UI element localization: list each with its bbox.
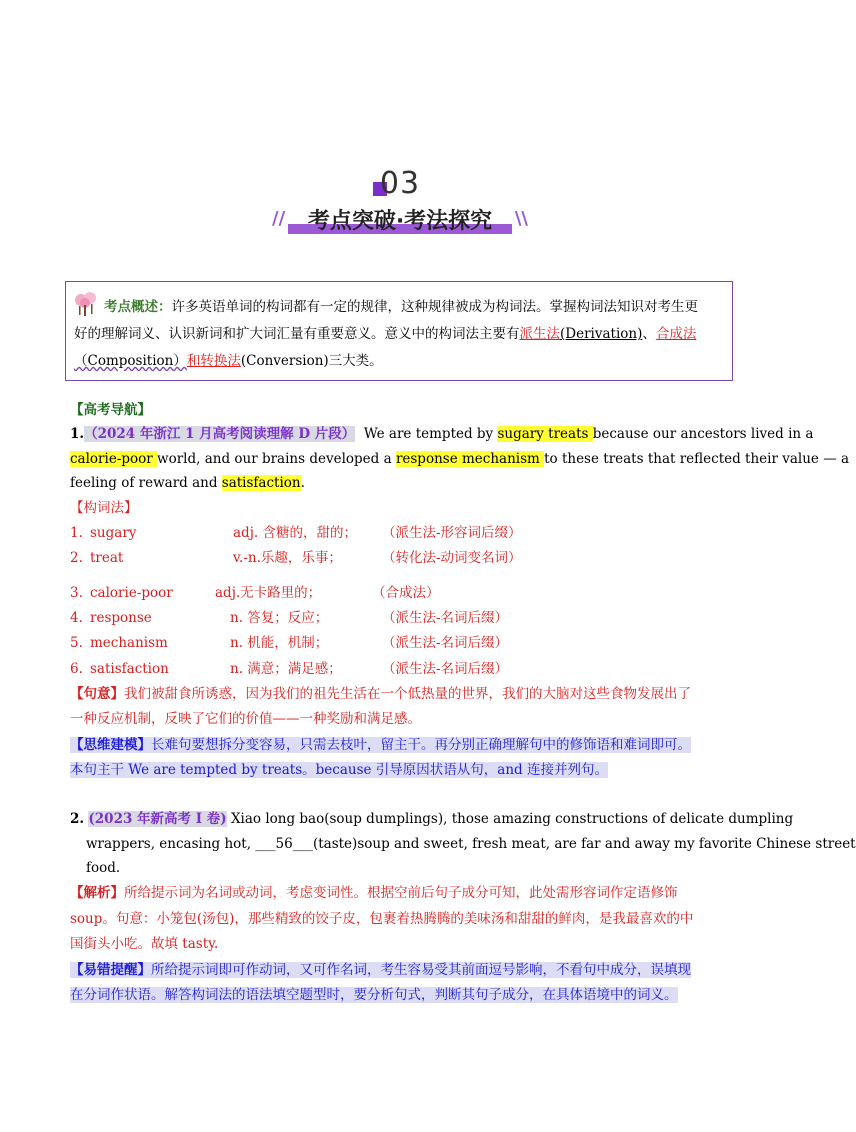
word-number: 4.	[70, 610, 83, 626]
overview-label: 考点概述：	[104, 299, 172, 315]
q1-highlight-sugary-treats: sugary treats	[497, 426, 593, 442]
section-title-banner	[270, 204, 530, 236]
word-term: calorie-poor	[90, 585, 173, 601]
q1-number: 1.	[70, 426, 85, 442]
model-label: 【思维建模】	[70, 737, 151, 753]
word-definition: v.-n.乐趣，乐事；	[233, 550, 342, 566]
word-number: 3.	[70, 585, 83, 601]
word-number: 1.	[70, 525, 83, 541]
q1-line-3	[70, 473, 305, 493]
analysis-text-1: 所给提示词为名词或动词，考虑变词性。根据空前后句子成分可知，此处需形容词作定语修饰	[124, 885, 678, 901]
word-number: 2.	[70, 550, 83, 566]
analysis-line-3: 国街头小吃。故填 tasty.	[70, 936, 219, 952]
meaning-text-1: 我们被甜食所诱惑，因为我们的祖先生活在一个低热量的世界，我们的大脑对这些食物发展出了	[124, 686, 691, 702]
overview-text	[74, 294, 722, 375]
word-type: （合成法）	[372, 585, 440, 601]
q1-line-1	[70, 424, 813, 444]
word-term: satisfaction	[90, 661, 169, 677]
section-title: 考点突破·考法探究	[307, 209, 493, 234]
word-list	[70, 523, 750, 693]
word-formation-heading: 【构词法】	[70, 500, 138, 516]
q2-line-3: food.	[86, 860, 121, 876]
compound-term: 合成法	[655, 326, 697, 342]
overview-text-1: 许多英语单词的构词都有一定的规律，这种规律被成为构词法。掌握构词法知识对考生更	[171, 299, 698, 315]
q1-highlight-response-mechanism: response mechanism	[395, 451, 545, 467]
nav-heading: 【高考导航】	[70, 402, 151, 418]
q1-text-3: world, and our brains developed a	[157, 451, 396, 467]
section-number: 03	[379, 166, 421, 201]
q2-source: (2023 年新高考 I 卷)	[88, 811, 227, 827]
word-term: response	[90, 610, 152, 626]
meaning-line-2: 一种反应机制，反映了它们的价值——一种奖励和满足感。	[70, 711, 421, 727]
word-definition: n. 答复；反应；	[230, 610, 329, 626]
tip-label: 【易错提醒】	[70, 962, 151, 978]
model-text-2: 本句主干 We are tempted by treats。because 引导原因状语从句，and 连接并列句。	[70, 762, 608, 778]
q1-source: （2024 年浙江 1 月高考阅读理解 D 片段）	[84, 426, 356, 442]
q2-line-1	[70, 809, 793, 829]
word-type: （派生法-名词后缀）	[382, 635, 509, 651]
title-slash-left: //	[272, 208, 286, 229]
overview-separator: 、	[642, 326, 656, 342]
word-type: （转化法-动词变名词）	[382, 550, 522, 566]
analysis-line-1	[70, 883, 678, 903]
meaning-line-1	[70, 684, 691, 704]
tip-text-2: 在分词作状语。解答构词法的语法填空题型时，要分析句式，判断其句子成分，在具体语境中的词义。	[70, 987, 678, 1003]
model-text-1: 长难句要想拆分变容易，只需去枝叶，留主干。再分别正确理解句中的修饰语和难词即可。	[151, 737, 691, 753]
compound-en: （Composition）	[74, 353, 187, 369]
tip-text-1: 所给提示词即可作动词，又可作名词，考生容易受其前面逗号影响，不看句中成分，误填现	[151, 962, 691, 978]
word-number: 5.	[70, 635, 83, 651]
q1-highlight-calorie-poor: calorie-poor	[70, 451, 158, 467]
meaning-label: 【句意】	[70, 686, 124, 702]
word-term: sugary	[90, 525, 137, 541]
word-type: （派生法-形容词后缀）	[382, 525, 522, 541]
derivation-en: (Derivation)	[560, 326, 643, 342]
tip-line-1	[70, 960, 691, 980]
analysis-label: 【解析】	[70, 885, 124, 901]
overview-tail: 三大类。	[328, 353, 383, 369]
q2-number: 2.	[70, 811, 85, 827]
model-line-1	[70, 735, 691, 755]
word-term: treat	[90, 550, 124, 566]
word-type: （派生法-名词后缀）	[382, 661, 509, 677]
q2-text-1: Xiao long bao(soup dumplings), those amazing constructions of delicate dumpling	[226, 811, 794, 827]
overview-text-2: 好的理解词义、认识新词和扩大词汇量有重要意义。意义中的构词法主要有	[74, 326, 520, 342]
q2-line-2: wrappers, encasing hot, ___56___(taste)soup and sweet, fresh meat, are far and away my favorite Chinese street	[86, 836, 856, 852]
q1-highlight-satisfaction: satisfaction	[221, 475, 301, 491]
title-slash-right: \\	[514, 208, 528, 229]
q1-text-4: to these treats that reflected their value — a	[544, 451, 850, 467]
word-definition: n. 满意；满足感；	[230, 661, 342, 677]
tip-line-2	[70, 985, 678, 1005]
word-definition: adj. 含糖的，甜的；	[233, 525, 357, 541]
overview-box	[65, 281, 733, 381]
model-line-2	[70, 760, 608, 780]
q1-text-5: feeling of reward and	[70, 475, 222, 491]
q1-text-6: .	[300, 475, 305, 491]
q1-line-2	[70, 449, 849, 469]
q1-text-2: because our ancestors lived in a	[592, 426, 814, 442]
word-definition: adj.无卡路里的；	[215, 585, 322, 601]
conversion-term: 转换法	[200, 353, 241, 369]
word-definition: n. 机能，机制；	[230, 635, 329, 651]
derivation-term: 派生法	[519, 326, 560, 342]
word-number: 6.	[70, 661, 83, 677]
conversion-en: (Conversion)	[240, 353, 329, 369]
analysis-line-2: soup。句意：小笼包(汤包)，那些精致的饺子皮，包裹着热腾腾的美味汤和甜甜的鲜肉，是我最喜欢的中	[70, 911, 694, 927]
word-type: （派生法-名词后缀）	[382, 610, 509, 626]
overview-and: 和	[186, 353, 201, 369]
word-term: mechanism	[90, 635, 168, 651]
q1-text-1: We are tempted by	[363, 426, 498, 442]
